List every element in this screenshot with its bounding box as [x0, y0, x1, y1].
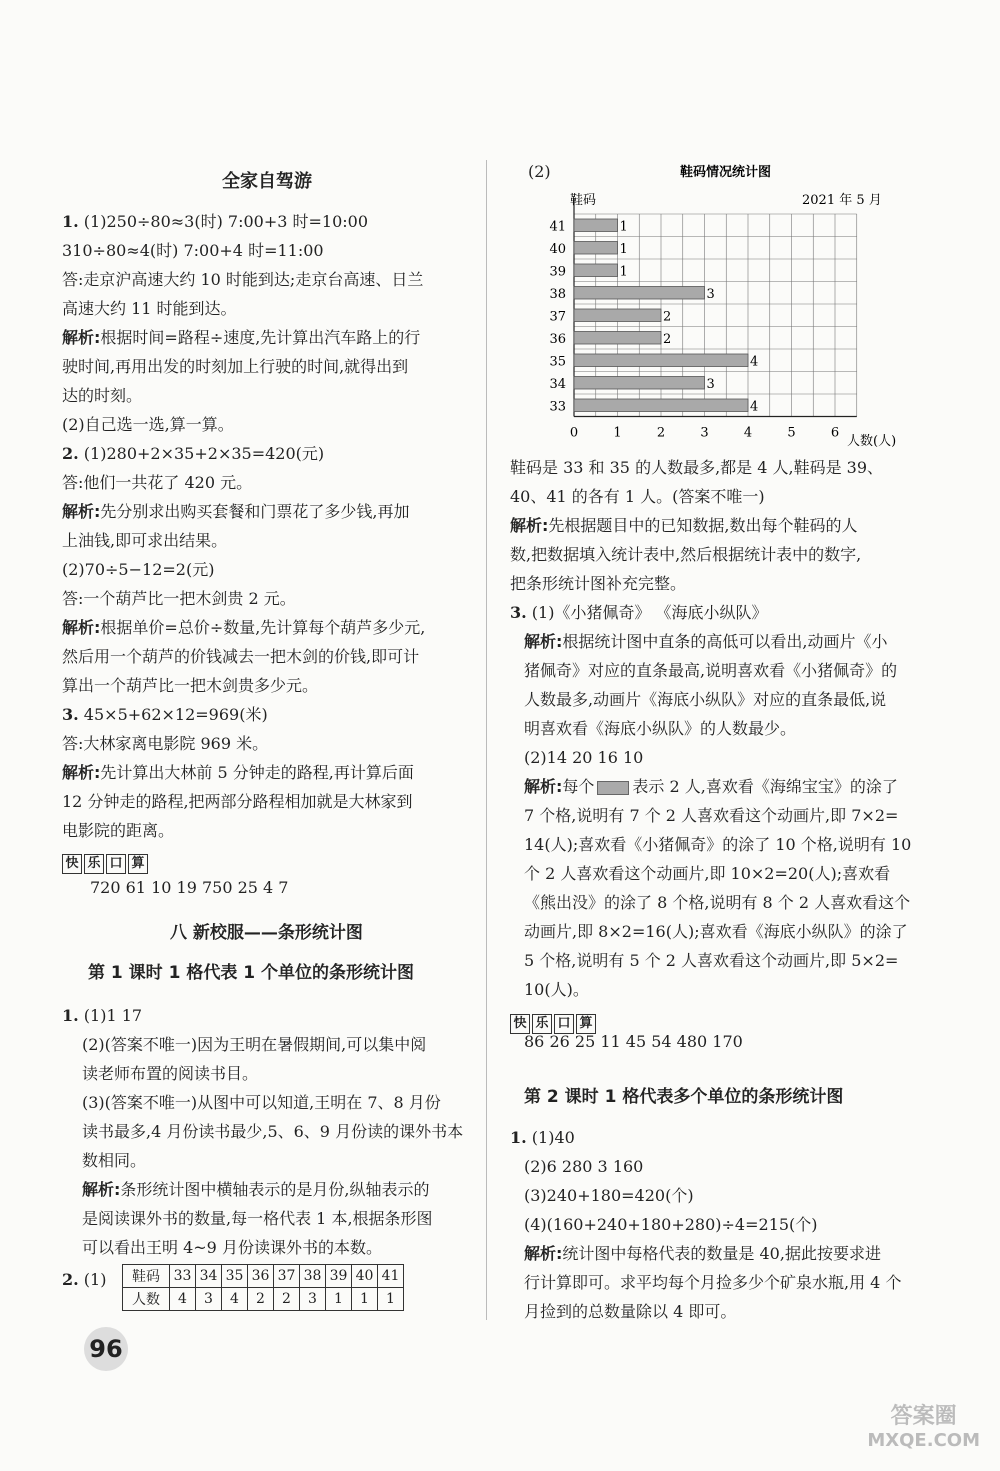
- table-cell: 38: [300, 1265, 326, 1288]
- watermark-text: 答案圈: [890, 1404, 957, 1429]
- bar: [574, 287, 705, 300]
- data-label: 4: [750, 399, 759, 415]
- explanation-line: 把条形统计图补充完整。: [510, 574, 687, 593]
- chart-date: 2021 年 5 月: [802, 193, 882, 208]
- explanation-line: 个 2 人喜欢看这个动画片,即 10×2=20(人);喜欢看: [524, 864, 891, 883]
- y-tick-label: 39: [549, 264, 566, 280]
- answer-line: 3. 45×5+62×12=969(米): [62, 705, 268, 724]
- y-tick-label: 37: [549, 309, 566, 325]
- explanation-line: 是阅读课外书的数量,每一格代表 1 本,根据条形图: [82, 1209, 433, 1228]
- y-axis-label: 鞋码: [570, 193, 597, 208]
- y-tick-label: 35: [549, 354, 566, 370]
- watermark-url: MXQE.COM: [867, 1430, 980, 1451]
- explanation-line: 《熊出没》的涂了 8 个格,说明有 8 个 2 人喜欢看这个: [524, 893, 911, 912]
- explanation-line: 解析:条形统计图中横轴表示的是月份,纵轴表示的: [82, 1180, 430, 1199]
- y-tick-label: 38: [549, 286, 566, 302]
- explanation-line: 解析:先根据题目中的已知数据,数出每个鞋码的人: [510, 516, 858, 535]
- answer-line: (3)240+180=420(个): [524, 1186, 694, 1205]
- table-cell: 1: [352, 1288, 378, 1311]
- table-cell: 41: [378, 1265, 404, 1288]
- explanation-line: 算出一个葫芦比一把木剑贵多少元。: [62, 676, 319, 695]
- answer-line: 读书最多,4 月份读书最少,5、6、9 月份读的课外书本: [82, 1122, 464, 1141]
- answer-line: 答:一个葫芦比一把木剑贵 2 元。: [62, 589, 296, 608]
- y-tick-label: 33: [549, 399, 566, 415]
- explanation-line: 12 分钟走的路程,把两部分路程相加就是大林家到: [62, 792, 413, 811]
- bar: [574, 332, 661, 345]
- lesson-title: 第 1 课时 1 格代表 1 个单位的条形统计图: [88, 963, 414, 983]
- part-label: (2): [528, 162, 551, 181]
- data-label: 2: [663, 331, 672, 347]
- chart-bars: [574, 219, 758, 414]
- answer-line: 1. (1)1 17: [62, 1006, 143, 1025]
- bar: [574, 399, 748, 412]
- answer-line: 读老师布置的阅读书目。: [82, 1064, 259, 1083]
- answer-line: 答:走京沪高速大约 10 时能到达;走京台高速、日兰: [62, 270, 424, 289]
- data-label: 2: [663, 309, 672, 325]
- explanation-line: 人数最多,动画片《海底小纵队》对应的直条最低,说: [524, 690, 887, 709]
- explanation-line: 驶时间,再用出发的时刻加上行驶的时间,就得出到: [62, 357, 409, 376]
- answer-line: (2)自己选一选,算一算。: [62, 415, 234, 434]
- table-row: [123, 1265, 404, 1288]
- bar: [574, 377, 705, 390]
- answer-line: 40、41 的各有 1 人。(答案不唯一): [510, 487, 765, 506]
- x-tick-label: 3: [700, 425, 709, 441]
- answer-line: 答:他们一共花了 420 元。: [62, 473, 253, 492]
- answer-line: 1. (1)40: [510, 1128, 575, 1147]
- answer-line: 高速大约 11 时能到达。: [62, 299, 237, 318]
- data-label: 1: [619, 241, 628, 257]
- table-cell: 37: [274, 1265, 300, 1288]
- table-cell: 39: [326, 1265, 352, 1288]
- answer-line: (2)14 20 16 10: [524, 748, 644, 767]
- lesson-title: 第 2 课时 1 格代表多个单位的条形统计图: [524, 1087, 844, 1107]
- table-cell: 36: [248, 1265, 274, 1288]
- table-cell: 4: [222, 1288, 248, 1311]
- kuaile-answers: 720 61 10 19 750 25 4 7: [90, 878, 289, 897]
- shoe-size-table: [122, 1264, 404, 1311]
- explanation-line: 10(人)。: [524, 980, 589, 999]
- shoe-size-bar-chart: [510, 160, 950, 450]
- answer-line: 1. (1)250÷80≈3(时) 7:00+3 时=10:00: [62, 212, 369, 231]
- data-label: 1: [619, 264, 628, 280]
- explanation-line: 行计算即可。求平均每个月捡多少个矿泉水瓶,用 4 个: [524, 1273, 902, 1292]
- data-label: 3: [706, 376, 715, 392]
- x-tick-label: 0: [569, 425, 579, 441]
- answer-line: 数相同。: [82, 1151, 147, 1170]
- answer-line: (4)(160+240+180+280)÷4=215(个): [524, 1215, 818, 1234]
- explanation-line: 解析:每个 表示 2 人,喜欢看《海绵宝宝》的涂了: [524, 777, 898, 796]
- kuaile-kousuan-label: 快 乐 口 算: [510, 1008, 598, 1035]
- table-cell: 35: [222, 1265, 248, 1288]
- answer-line: 2. (1)280+2×35+2×35=420(元): [62, 444, 325, 463]
- kuaile-answers: 86 26 25 11 45 54 480 170: [524, 1032, 743, 1051]
- table-cell: 1: [326, 1288, 352, 1311]
- explanation-line: 可以看出王明 4~9 月份读课外书的本数。: [82, 1238, 382, 1257]
- explanation-line: 解析:根据统计图中直条的高低可以看出,动画片《小: [524, 632, 888, 651]
- table-row: [123, 1288, 404, 1311]
- section-title: 全家自驾游: [222, 171, 312, 192]
- table-cell: 2: [248, 1288, 274, 1311]
- bar: [574, 219, 618, 232]
- watermark: [867, 1399, 980, 1451]
- chapter-title: 八 新校服——条形统计图: [170, 923, 363, 943]
- explanation-line: 解析:统计图中每格代表的数量是 40,据此按要求进: [524, 1244, 881, 1263]
- bar: [574, 309, 661, 322]
- table-cell: 人数: [123, 1288, 170, 1311]
- table-cell: 鞋码: [123, 1265, 170, 1288]
- explanation-line: 5 个格,说明有 5 个 2 人喜欢看这个动画片,即 5×2=: [524, 951, 899, 970]
- table-cell: 3: [196, 1288, 222, 1311]
- explanation-line: 14(人);喜欢看《小猪佩奇》的涂了 10 个格,说明有 10: [524, 835, 912, 854]
- explanation-line: 解析:根据单价=总价÷数量,先计算每个葫芦多少元,: [62, 618, 426, 637]
- x-tick-label: 2: [656, 425, 666, 441]
- answer-line: (2)(答案不唯一)因为王明在暑假期间,可以集中阅: [82, 1035, 427, 1054]
- data-label: 4: [750, 354, 759, 370]
- y-tick-label: 34: [549, 376, 566, 392]
- answer-line: 鞋码是 33 和 35 的人数最多,都是 4 人,鞋码是 39、: [510, 458, 884, 477]
- chart-title: 鞋码情况统计图: [680, 165, 772, 180]
- answer-line: 答:大林家离电影院 969 米。: [62, 734, 269, 753]
- explanation-line: 解析:根据时间=路程÷速度,先计算出汽车路上的行: [62, 328, 421, 347]
- explanation-line: 明喜欢看《海底小纵队》的人数最少。: [524, 719, 797, 738]
- table-cell: 40: [352, 1265, 378, 1288]
- column-divider: [486, 160, 487, 1320]
- x-tick-labels: [570, 426, 839, 441]
- answer-line: 310÷80≈4(时) 7:00+4 时=11:00: [62, 241, 324, 260]
- kuaile-kousuan-label: 快 乐 口 算: [62, 848, 150, 875]
- explanation-line: 电影院的距离。: [62, 821, 175, 840]
- answer-line: (2)6 280 3 160: [524, 1157, 644, 1176]
- page-number: 96: [84, 1327, 128, 1371]
- answer-line: (3)(答案不唯一)从图中可以知道,王明在 7、8 月份: [82, 1093, 441, 1112]
- explanation-line: 解析:先分别求出购买套餐和门票花了多少钱,再加: [62, 502, 410, 521]
- table-cell: 2: [274, 1288, 300, 1311]
- x-axis-label: 人数(人): [847, 434, 897, 449]
- explanation-line: 上油钱,即可求出结果。: [62, 531, 228, 550]
- bar-swatch-icon: [597, 781, 629, 795]
- explanation-line: 猪佩奇》对应的直条最高,说明喜欢看《小猪佩奇》的: [524, 661, 898, 680]
- explanation-line: 动画片,即 8×2=16(人);喜欢看《海底小纵队》的涂了: [524, 922, 908, 941]
- explanation-line: 达的时刻。: [62, 386, 143, 405]
- answer-line: 2. (1): [62, 1270, 107, 1289]
- table-cell: 33: [170, 1265, 196, 1288]
- explanation-line: 月捡到的总数量除以 4 即可。: [524, 1302, 737, 1321]
- x-tick-label: 1: [613, 425, 622, 441]
- table-cell: 4: [170, 1288, 196, 1311]
- answer-line: 3. (1)《小猪佩奇》 《海底小纵队》: [510, 603, 768, 622]
- y-tick-label: 40: [549, 241, 566, 257]
- explanation-line: 数,把数据填入统计表中,然后根据统计表中的数字,: [510, 545, 862, 564]
- x-tick-label: 5: [787, 425, 796, 441]
- y-tick-labels: [549, 219, 566, 414]
- answer-line: (2)70÷5−12=2(元): [62, 560, 215, 579]
- bar: [574, 242, 618, 255]
- table-cell: 34: [196, 1265, 222, 1288]
- table-cell: 1: [378, 1288, 404, 1311]
- bar: [574, 354, 748, 367]
- x-tick-label: 4: [743, 425, 753, 441]
- data-label: 3: [706, 286, 715, 302]
- bar: [574, 264, 618, 277]
- table-cell: 3: [300, 1288, 326, 1311]
- x-tick-label: 6: [830, 425, 840, 441]
- y-tick-label: 41: [549, 219, 566, 235]
- y-tick-label: 36: [549, 331, 566, 347]
- explanation-line: 然后用一个葫芦的价钱减去一把木剑的价钱,即可计: [62, 647, 420, 666]
- explanation-line: 解析:先计算出大林前 5 分钟走的路程,再计算后面: [62, 763, 414, 782]
- data-label: 1: [619, 219, 628, 235]
- explanation-line: 7 个格,说明有 7 个 2 人喜欢看这个动画片,即 7×2=: [524, 806, 899, 825]
